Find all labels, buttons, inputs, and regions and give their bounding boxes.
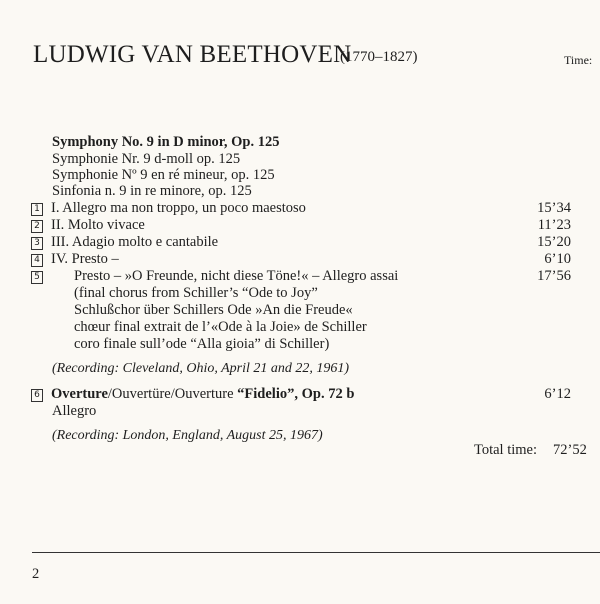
track-number-box: 1 — [31, 203, 43, 216]
finale-note-line: coro finale sull’ode “Alla gioia” di Schiller) — [74, 336, 330, 352]
time-column-header: Time: — [564, 53, 593, 67]
track-duration: 17’56 — [537, 268, 571, 284]
track-duration: 6’12 — [544, 386, 571, 402]
symphony-title: Symphony No. 9 in D minor, Op. 125 — [52, 134, 280, 150]
total-time-value: 72’52 — [553, 442, 587, 458]
finale-note-line: Schlußchor über Schillers Ode »An die Freude« — [74, 302, 353, 318]
track-duration: 6’10 — [544, 251, 571, 267]
overture-title — [51, 386, 354, 403]
alt-title-french: Symphonie Nº 9 en ré mineur, op. 125 — [52, 167, 275, 183]
composer-name: LUDWIG VAN BEETHOVEN — [33, 41, 352, 68]
overture-title-translations: /Ouvertüre/Ouverture — [107, 386, 238, 402]
track-duration: 15’34 — [537, 200, 571, 216]
track-number-box: 3 — [31, 237, 43, 250]
track-number-box: 4 — [31, 254, 43, 267]
track-duration: 11’23 — [537, 217, 571, 233]
track-title: II. Molto vivace — [51, 217, 145, 233]
alt-title-italian: Sinfonia n. 9 in re minore, op. 125 — [52, 183, 252, 199]
symphony-recording-note: (Recording: Cleveland, Ohio, April 21 and 22, 1961) — [52, 361, 350, 376]
page-number: 2 — [32, 566, 40, 582]
overture-tempo: Allegro — [52, 403, 97, 419]
footer-rule — [32, 552, 600, 553]
alt-title-german: Symphonie Nr. 9 d-moll op. 125 — [52, 151, 241, 167]
total-time-label: Total time: — [474, 442, 538, 458]
track-title: III. Adagio molto e cantabile — [51, 234, 219, 250]
overture-title-opus: “Fidelio”, Op. 72 b — [237, 386, 355, 402]
finale-note-line: (final chorus from Schiller’s “Ode to Joy” — [74, 285, 318, 301]
overture-title-main: Overture — [51, 386, 108, 402]
track-number-box: 5 — [31, 271, 43, 284]
track-title: IV. Presto – — [51, 251, 119, 267]
overture-recording-note: (Recording: London, England, August 25, 1967) — [52, 428, 323, 443]
track-number-box: 6 — [31, 389, 43, 402]
composer-dates: (1770–1827) — [340, 49, 418, 65]
finale-note-line: chœur final extrait de l’«Ode à la Joie» de Schiller — [74, 319, 367, 335]
track-title: I. Allegro ma non troppo, un poco maestoso — [51, 200, 306, 216]
track-title: Presto – »O Freunde, nicht diese Töne!« – Allegro assai — [74, 268, 399, 284]
track-duration: 15’20 — [537, 234, 571, 250]
track-number-box: 2 — [31, 220, 43, 233]
